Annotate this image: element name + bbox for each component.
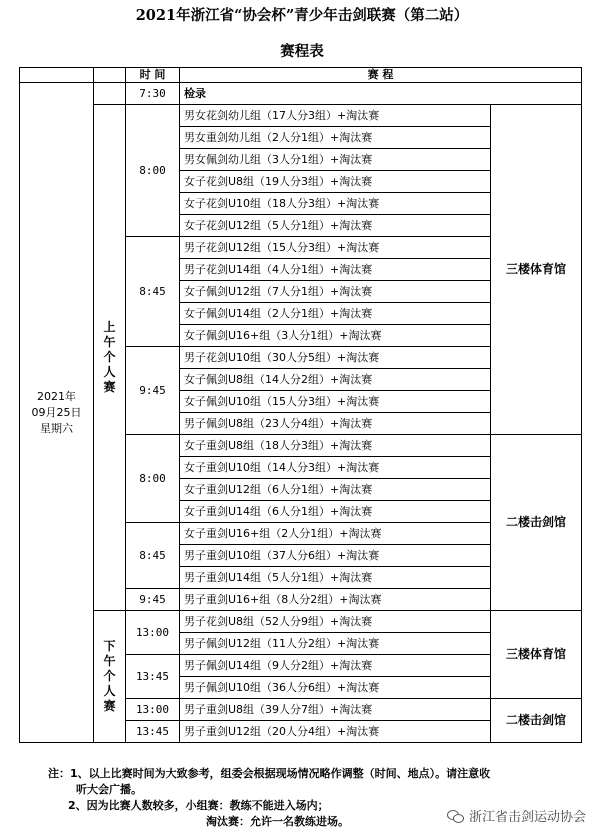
event-item: 男子花剑U10组（30人分5组）+淘汰赛 (180, 347, 491, 369)
date-day: 09月25日 (31, 405, 82, 419)
table-row (20, 105, 582, 127)
time-slot: 9:45 (126, 589, 180, 611)
time-checkin: 7:30 (126, 83, 180, 105)
schedule-table (19, 67, 582, 743)
table-row (20, 611, 582, 633)
page-subtitle: 赛程表 (280, 43, 324, 60)
venue-cell: 三楼体育馆 (491, 105, 582, 435)
note-line: 注：1、以上比赛时间为大致参考，组委会根据现场情况略作调整（时间、地点）。请注意收 (48, 767, 491, 780)
date-weekday: 星期六 (40, 421, 73, 435)
wechat-icon (447, 808, 463, 824)
note-line: 2、因为比赛人数较多，小组赛：教练不能进入场内； (68, 799, 329, 812)
event-item: 男子重剑U14组（5人分1组）+淘汰赛 (180, 567, 491, 589)
event-item: 女子重剑U16+组（2人分1组）+淘汰赛 (180, 523, 491, 545)
page-title: 2021年浙江省“协会杯”青少年击剑联赛（第二站） (135, 7, 469, 24)
event-item: 女子重剑U14组（6人分1组）+淘汰赛 (180, 501, 491, 523)
event-item: 女子花剑U12组（5人分1组）+淘汰赛 (180, 215, 491, 237)
watermark (447, 806, 586, 825)
time-slot: 13:45 (126, 721, 180, 743)
event-item: 女子重剑U8组（18人分3组）+淘汰赛 (180, 435, 491, 457)
event-item: 女子重剑U10组（14人分3组）+淘汰赛 (180, 457, 491, 479)
event-item: 女子佩剑U10组（15人分3组）+淘汰赛 (180, 391, 491, 413)
event-item: 男子花剑U12组（15人分3组）+淘汰赛 (180, 237, 491, 259)
event-item: 女子佩剑U12组（7人分1组）+淘汰赛 (180, 281, 491, 303)
event-item: 男子花剑U8组（52人分9组）+淘汰赛 (180, 611, 491, 633)
header-blank (20, 68, 94, 83)
event-item: 女子花剑U8组（19人分3组）+淘汰赛 (180, 171, 491, 193)
note-line: 淘汰赛：允许一名教练进场。 (206, 815, 349, 828)
event-item: 女子佩剑U14组（2人分1组）+淘汰赛 (180, 303, 491, 325)
header-blank (94, 68, 126, 83)
header-time: 时 间 (126, 68, 180, 83)
blank-cell (94, 83, 126, 105)
time-slot: 13:00 (126, 699, 180, 721)
checkin-label: 检录 (180, 83, 582, 105)
time-slot: 13:00 (126, 611, 180, 655)
time-slot: 9:45 (126, 347, 180, 435)
header-event: 赛 程 (180, 68, 582, 83)
event-item: 男子佩剑U14组（9人分2组）+淘汰赛 (180, 655, 491, 677)
event-item: 男子花剑U14组（4人分1组）+淘汰赛 (180, 259, 491, 281)
event-item: 女子重剑U12组（6人分1组）+淘汰赛 (180, 479, 491, 501)
date-year: 2021年 (37, 389, 76, 403)
event-item: 男子佩剑U12组（11人分2组）+淘汰赛 (180, 633, 491, 655)
time-slot: 8:45 (126, 237, 180, 347)
event-item: 男子重剑U10组（37人分6组）+淘汰赛 (180, 545, 491, 567)
event-item: 男女花剑幼儿组（17人分3组）+淘汰赛 (180, 105, 491, 127)
venue-cell: 二楼击剑馆 (491, 699, 582, 743)
time-slot: 13:45 (126, 655, 180, 699)
event-item: 男子重剑U16+组（8人分2组）+淘汰赛 (180, 589, 491, 611)
time-slot: 8:00 (126, 105, 180, 237)
session-morning: 上午个人赛 (94, 105, 126, 611)
event-item: 男子重剑U12组（20人分4组）+淘汰赛 (180, 721, 491, 743)
time-slot: 8:00 (126, 435, 180, 523)
table-row (20, 83, 582, 105)
watermark-text: 浙江省击剑运动协会 (468, 810, 586, 825)
venue-cell: 二楼击剑馆 (491, 435, 582, 611)
event-item: 男子佩剑U10组（36人分6组）+淘汰赛 (180, 677, 491, 699)
event-item: 女子佩剑U8组（14人分2组）+淘汰赛 (180, 369, 491, 391)
date-cell (20, 83, 94, 743)
event-item: 男子佩剑U8组（23人分4组）+淘汰赛 (180, 413, 491, 435)
session-afternoon: 下午个人赛 (94, 611, 126, 743)
note-line: 听大会广播。 (76, 783, 142, 796)
time-slot: 8:45 (126, 523, 180, 589)
event-item: 男女佩剑幼儿组（3人分1组）+淘汰赛 (180, 149, 491, 171)
venue-cell: 三楼体育馆 (491, 611, 582, 699)
event-item: 男子重剑U8组（39人分7组）+淘汰赛 (180, 699, 491, 721)
event-item: 女子花剑U10组（18人分3组）+淘汰赛 (180, 193, 491, 215)
table-header-row (20, 68, 582, 83)
event-item: 女子佩剑U16+组（3人分1组）+淘汰赛 (180, 325, 491, 347)
event-item: 男女重剑幼儿组（2人分1组）+淘汰赛 (180, 127, 491, 149)
